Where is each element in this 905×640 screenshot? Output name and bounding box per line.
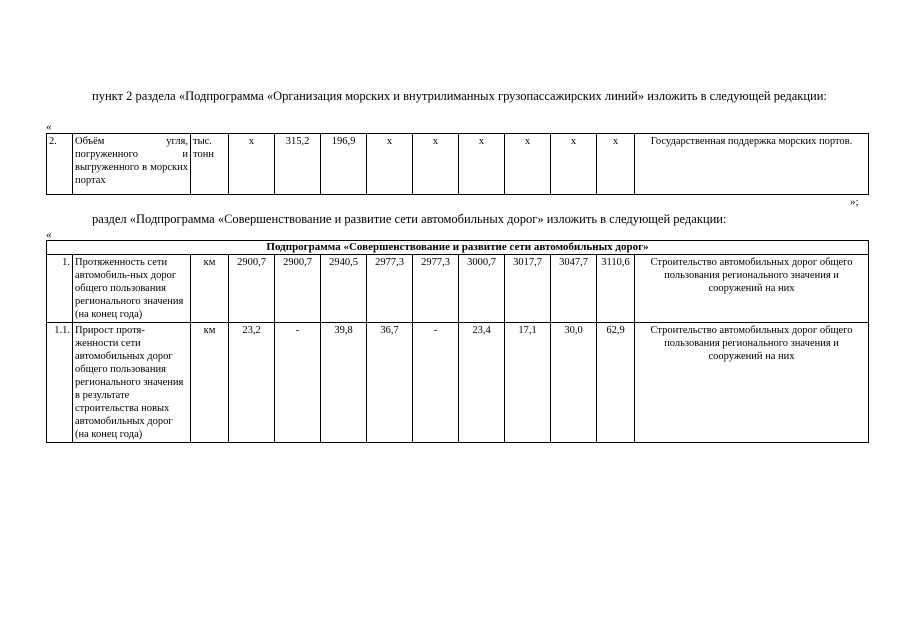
table-row <box>47 323 869 443</box>
row-number: 1. <box>47 255 73 323</box>
value-cell: 23,2 <box>229 323 275 443</box>
closing-mark: »; <box>850 196 859 208</box>
value-cell: 3000,7 <box>459 255 505 323</box>
row-number: 2. <box>47 134 73 195</box>
value-cell: 315,2 <box>275 134 321 195</box>
value-cell: 30,0 <box>551 323 597 443</box>
activity-cell: Государственная поддержка морских портов. <box>635 134 869 195</box>
value-cell: 2977,3 <box>367 255 413 323</box>
value-cell: х <box>413 134 459 195</box>
value-cell: - <box>275 323 321 443</box>
value-cell: 39,8 <box>321 323 367 443</box>
value-cell: 17,1 <box>505 323 551 443</box>
value-cell: х <box>597 134 635 195</box>
value-cell: 62,9 <box>597 323 635 443</box>
table-sea-ports <box>46 133 869 195</box>
value-cell: х <box>551 134 597 195</box>
value-cell: 2900,7 <box>229 255 275 323</box>
activity-cell: Строительство автомобильных дорог общего пользования регионального значения и сооружений на них <box>635 255 869 323</box>
table-roads <box>46 240 869 443</box>
value-cell: 2977,3 <box>413 255 459 323</box>
subprogram-header: Подпрограмма «Совершенствование и развитие сети автомобильных дорог» <box>47 241 869 255</box>
value-cell: 3017,7 <box>505 255 551 323</box>
indicator-name: Объём угля, погруженного и выгруженного в морских портах <box>73 134 191 195</box>
value-cell: х <box>367 134 413 195</box>
paragraph-2: раздел «Подпрограмма «Совершенствование и развитие сети автомобильных дорог» изложить в следующей редакции: <box>92 212 727 226</box>
value-cell: - <box>413 323 459 443</box>
table-row <box>47 134 869 195</box>
value-cell: х <box>505 134 551 195</box>
table-row <box>47 255 869 323</box>
table-header-row <box>47 241 869 255</box>
value-cell: 3110,6 <box>597 255 635 323</box>
value-cell: 36,7 <box>367 323 413 443</box>
row-number: 1.1. <box>47 323 73 443</box>
value-cell: 196,9 <box>321 134 367 195</box>
value-cell: 3047,7 <box>551 255 597 323</box>
value-cell: х <box>459 134 505 195</box>
paragraph-1: пункт 2 раздела «Подпрограмма «Организация морских и внутрилиманных грузопассажирских линий» изложить в следующей редакции: <box>92 89 827 103</box>
open-quote-2: « <box>46 229 52 241</box>
value-cell: 2940,5 <box>321 255 367 323</box>
unit-cell: км <box>191 255 229 323</box>
unit-cell: км <box>191 323 229 443</box>
activity-cell: Строительство автомобильных дорог общего пользования регионального значения и сооружений на них <box>635 323 869 443</box>
value-cell: 23,4 <box>459 323 505 443</box>
open-quote-1: « <box>46 121 52 133</box>
indicator-name: Протяженность сети автомобиль-ных дорог общего пользования регионального значения (на конец года) <box>73 255 191 323</box>
unit-cell: тыс. тонн <box>191 134 229 195</box>
indicator-name: Прирост протя-женности сети автомобильных дорог общего пользования регионального значения в результате строительства новых автомобильных дорог (на конец года) <box>73 323 191 443</box>
value-cell: х <box>229 134 275 195</box>
value-cell: 2900,7 <box>275 255 321 323</box>
